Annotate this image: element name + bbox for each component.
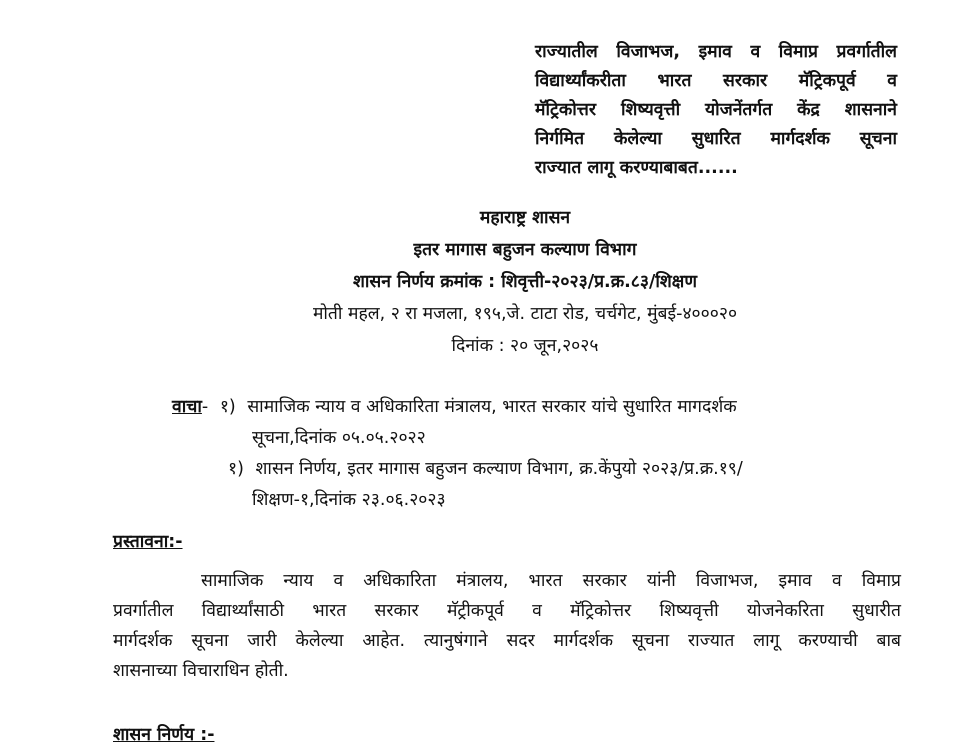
government-title: महाराष्ट्र शासन	[479, 208, 571, 228]
reference-text-cont: सूचना,दिनांक ०५.०५.२०२२	[252, 428, 426, 448]
preamble-line: सामाजिक न्याय व अधिकारिता मंत्रालय, भारत सरकार यांनी विजाभज, इमाव व विमाप्र	[201, 571, 901, 591]
subject-line: राज्यातील विजाभज, इमाव व विमाप्र प्रवर्गातील	[535, 42, 897, 62]
subject-block	[535, 38, 897, 183]
preamble-line: मार्गदर्शक सूचना जारी केलेल्या आहेत. त्यानुषंगाने सदर मार्गदर्शक सूचना राज्यात लागू करण्याची बाब	[113, 631, 901, 651]
reference-number: १)	[228, 459, 244, 479]
reference-text: सामाजिक न्याय व अधिकारिता मंत्रालय, भारत सरकार यांचे सुधारित मागदर्शक	[247, 397, 737, 417]
reference-item	[228, 454, 743, 485]
preamble-heading: प्रस्तावना:-	[113, 532, 183, 552]
subject-line: विद्यार्थ्यांकरीता भारत सरकार मॅट्रिकपूर्व व	[535, 71, 897, 91]
subject-line: निर्गमित केलेल्या सुधारित मार्गदर्शक सूचना	[535, 129, 897, 149]
preamble-line: शासनाच्या विचाराधिन होती.	[113, 661, 289, 681]
subject-line: मॅट्रिकोत्तर शिष्यवृत्ती योजनेंतर्गत केंद्र शासनाने	[535, 100, 897, 120]
read-dash: -	[201, 397, 209, 417]
reference-text: शासन निर्णय, इतर मागास बहुजन कल्याण विभाग, क्र.केंपुयो २०२३/प्र.क्र.१९/	[255, 459, 743, 479]
preamble-line: प्रवर्गातील विद्यार्थ्यांसाठी भारत सरकार मॅट्रीकपूर्व व मॅट्रिकोत्तर शिष्यवृत्ती योजनेकरिता सुधारीत	[113, 601, 901, 621]
gr-number: शासन निर्णय क्रमांक : शिवृत्ती-२०२३/प्र.क्र.८३/शिक्षण	[352, 272, 698, 292]
department-title: इतर मागास बहुजन कल्याण विभाग	[413, 240, 637, 260]
reference-item	[172, 392, 737, 423]
subject-line: राज्यात लागू करण्याबाबत......	[535, 158, 738, 178]
read-label: वाचा	[172, 397, 202, 417]
preamble-body	[113, 566, 901, 686]
decision-heading: शासन निर्णय :-	[113, 725, 215, 745]
gr-header	[0, 202, 970, 362]
address: मोती महल, २ रा मजला, १९५,जे. टाटा रोड, चर्चगेट, मुंबई-४०००२०	[312, 304, 738, 324]
reference-number: १)	[219, 397, 236, 417]
date: दिनांक : २० जून,२०२५	[451, 336, 599, 356]
reference-text-cont: शिक्षण-१,दिनांक २३.०६.२०२३	[252, 490, 446, 510]
